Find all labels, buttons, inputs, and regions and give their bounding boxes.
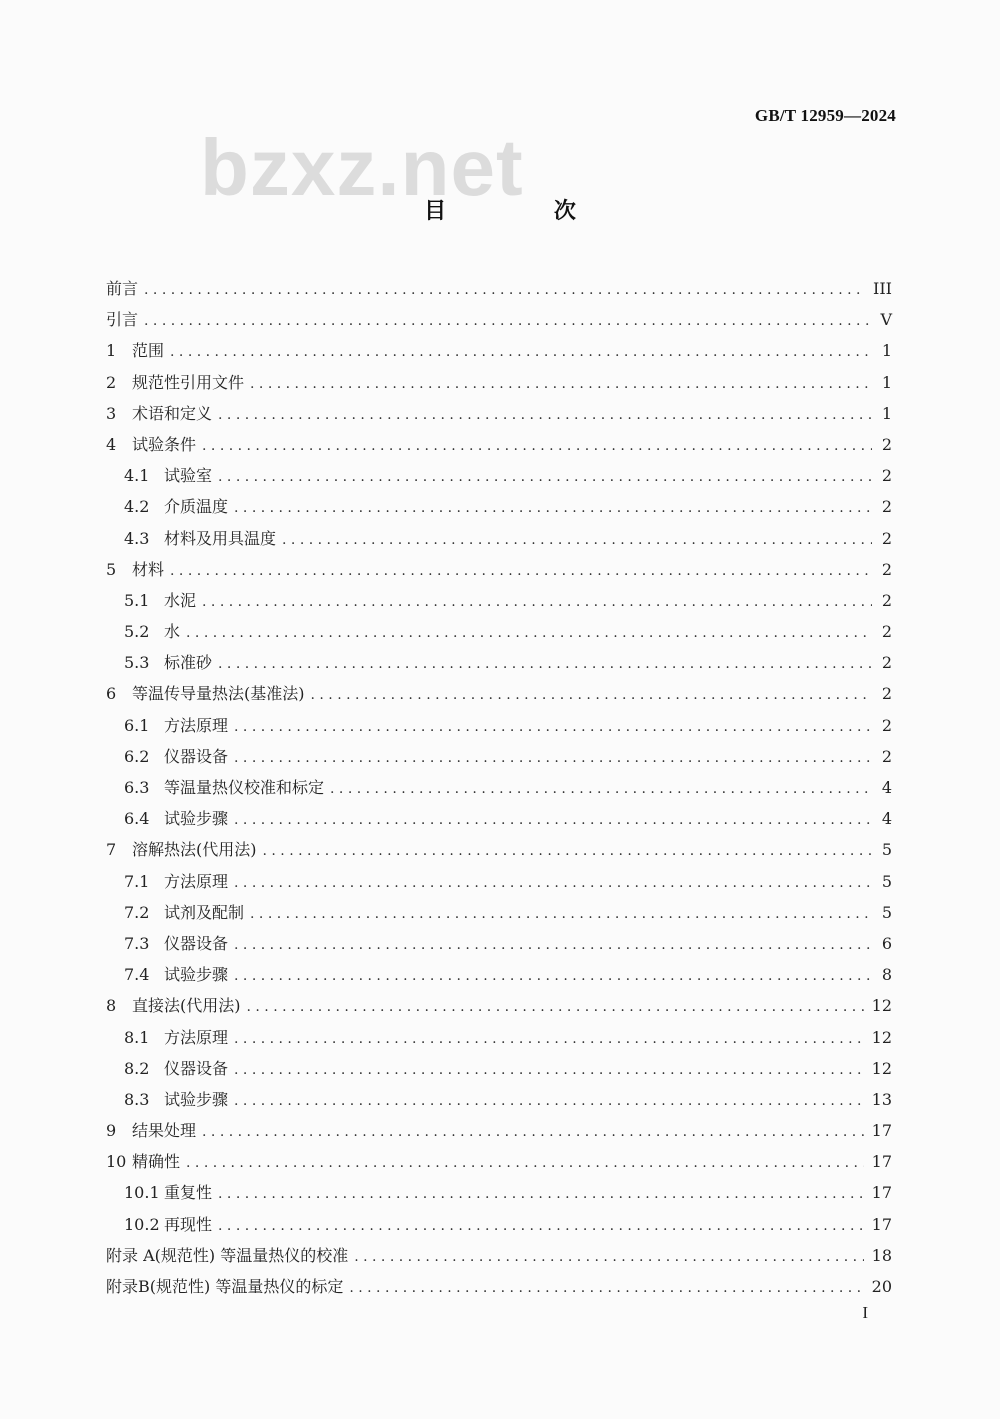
toc-leader-dots (234, 868, 872, 899)
toc-entry-label: 附录B(规范性) 等温量热仪的标定 (106, 1277, 344, 1296)
toc-entry[interactable] (106, 1022, 892, 1053)
toc-entry-label: 试验步骤 (164, 1089, 229, 1109)
toc-entry-number: 7.1 (124, 871, 150, 891)
toc-entry-number: 6.1 (124, 715, 150, 735)
toc-entry-number: 3 (106, 403, 117, 423)
toc-entry-page: 2 (881, 622, 892, 642)
toc-entry[interactable] (106, 1177, 892, 1208)
toc-leader-dots (311, 680, 873, 711)
toc-entry[interactable] (106, 460, 892, 491)
toc-entry-number: 2 (106, 372, 117, 392)
toc-entry-label: 直接法(代用法) (132, 996, 241, 1016)
toc-leader-dots (170, 337, 872, 368)
toc-entry[interactable] (106, 990, 892, 1021)
toc-entry[interactable] (106, 897, 892, 928)
toc-entry-label: 试验室 (164, 466, 213, 486)
toc-entry-label: 水泥 (164, 590, 197, 610)
toc-entry[interactable] (106, 554, 892, 585)
toc-entry[interactable] (106, 678, 892, 709)
toc-entry-page: 5 (881, 840, 892, 860)
toc-entry-number: 4.1 (124, 466, 150, 486)
toc-leader-dots (250, 369, 872, 400)
toc-entry[interactable] (106, 710, 892, 741)
toc-entry-number: 7 (106, 840, 117, 860)
toc-entry-number: 8 (106, 996, 117, 1016)
toc-leader-dots (250, 899, 872, 930)
toc-leader-dots (234, 805, 872, 836)
toc-entry-label: 精确性 (132, 1152, 181, 1172)
toc-entry-page: 17 (871, 1214, 892, 1234)
toc-entry-label: 方法原理 (164, 715, 229, 735)
toc-entry-label: 仪器设备 (164, 1058, 229, 1078)
toc-entry-number: 10.2 (124, 1214, 160, 1234)
toc-entry-page: 1 (881, 341, 892, 361)
toc-entry[interactable] (106, 585, 892, 616)
toc-entry-label: 规范性引用文件 (132, 372, 245, 392)
toc-leader-dots (170, 556, 872, 587)
toc-entry-page: 4 (881, 809, 892, 829)
toc-entry-label: 标准砂 (164, 653, 213, 673)
toc-leader-dots (218, 1211, 864, 1242)
toc-entry-label: 再现性 (164, 1214, 213, 1234)
toc-entry-number: 9 (106, 1121, 117, 1141)
toc-leader-dots (186, 618, 872, 649)
toc-entry[interactable] (106, 647, 892, 678)
toc-leader-dots (202, 587, 872, 618)
toc-entry-number: 6 (106, 684, 117, 704)
toc-entry-number: 6.4 (124, 809, 150, 829)
toc-entry-page: 5 (881, 871, 892, 891)
toc-entry[interactable] (106, 429, 892, 460)
toc-entry-number: 8.3 (124, 1089, 150, 1109)
toc-leader-dots (218, 400, 872, 431)
toc-entry-page: 1 (881, 403, 892, 423)
toc-leader-dots (234, 493, 872, 524)
toc-entry-page: 12 (871, 1027, 892, 1047)
toc-entry-number: 7.2 (124, 902, 150, 922)
toc-entry-number: 10.1 (124, 1183, 160, 1203)
toc-leader-dots (144, 306, 872, 337)
toc-entry-label: 等温传导量热法(基准法) (132, 684, 305, 704)
table-of-contents (106, 273, 892, 1302)
toc-entry-number: 10 (106, 1152, 127, 1172)
toc-leader-dots (234, 961, 872, 992)
toc-entry[interactable] (106, 834, 892, 865)
toc-entry-label: 等温量热仪校准和标定 (164, 778, 325, 797)
toc-entry-label: 材料 (132, 559, 165, 579)
toc-entry[interactable] (106, 367, 892, 398)
toc-entry-number: 6.2 (124, 746, 150, 766)
toc-leader-dots (234, 1024, 864, 1055)
toc-leader-dots (218, 462, 872, 493)
toc-entry[interactable] (106, 1084, 892, 1115)
toc-leader-dots (247, 992, 864, 1023)
toc-entry-number: 4.2 (124, 497, 150, 517)
toc-entry[interactable] (106, 959, 892, 990)
toc-entry-label: 仪器设备 (164, 933, 229, 953)
toc-entry-page: 12 (871, 996, 892, 1016)
toc-leader-dots (144, 275, 865, 306)
toc-entry-label: 重复性 (164, 1183, 213, 1203)
toc-leader-dots (202, 1117, 864, 1148)
toc-entry[interactable] (106, 772, 892, 803)
toc-entry-page: 17 (871, 1183, 892, 1203)
toc-entry[interactable] (106, 1115, 892, 1146)
toc-entry-label: 方法原理 (164, 1027, 229, 1047)
toc-entry-page: 2 (881, 746, 892, 766)
toc-entry-number: 8.1 (124, 1027, 150, 1047)
toc-entry-number: 5.2 (124, 622, 150, 642)
toc-leader-dots (218, 649, 872, 680)
toc-entry-page: 12 (871, 1058, 892, 1078)
toc-entry-number: 8.2 (124, 1058, 150, 1078)
toc-entry-number: 4 (106, 434, 117, 454)
toc-leader-dots (234, 743, 872, 774)
toc-entry-page: 2 (881, 559, 892, 579)
toc-entry-label: 介质温度 (164, 497, 229, 517)
toc-entry-page: 2 (881, 434, 892, 454)
toc-entry-page: 2 (881, 653, 892, 673)
toc-entry[interactable] (106, 1240, 892, 1271)
toc-leader-dots (234, 1055, 864, 1086)
toc-entry-page: 2 (881, 528, 892, 548)
toc-entry[interactable] (106, 928, 892, 959)
toc-leader-dots (234, 930, 872, 961)
toc-entry-page: 4 (881, 778, 892, 797)
toc-entry-label: 附录 A(规范性) 等温量热仪的校准 (106, 1245, 349, 1265)
toc-entry-label: 水 (164, 622, 181, 642)
toc-entry-label: 术语和定义 (132, 403, 213, 423)
toc-entry-page: 2 (881, 466, 892, 486)
toc-leader-dots (218, 1179, 864, 1210)
toc-entry-label: 试剂及配制 (164, 902, 245, 922)
toc-entry[interactable] (106, 1209, 892, 1240)
toc-entry-number: 1 (106, 341, 117, 361)
toc-entry-label: 试验步骤 (164, 809, 229, 829)
toc-entry-label: 前言 (106, 279, 139, 298)
toc-leader-dots (282, 525, 872, 556)
toc-entry-page: 2 (881, 497, 892, 517)
toc-entry[interactable] (106, 803, 892, 834)
toc-entry-page: III (873, 279, 892, 298)
toc-entry-page: 2 (881, 590, 892, 610)
standard-code: GB/T 12959—2024 (754, 106, 896, 125)
toc-entry-page: V (880, 310, 892, 330)
toc-entry-number: 6.3 (124, 778, 150, 797)
toc-entry[interactable] (106, 866, 892, 897)
toc-entry-page: 1 (881, 372, 892, 392)
toc-leader-dots (263, 836, 873, 867)
toc-entry[interactable] (106, 1146, 892, 1177)
toc-entry-number: 5 (106, 559, 117, 579)
toc-entry[interactable] (106, 304, 892, 335)
toc-entry-number: 7.4 (124, 965, 150, 985)
toc-entry-page: 13 (871, 1089, 892, 1109)
toc-leader-dots (186, 1148, 864, 1179)
toc-leader-dots (234, 1086, 864, 1117)
toc-entry-page: 8 (881, 965, 892, 985)
toc-entry[interactable] (106, 335, 892, 366)
toc-entry[interactable] (106, 273, 892, 304)
toc-entry[interactable] (106, 491, 892, 522)
toc-entry-page: 5 (881, 902, 892, 922)
toc-entry-page: 17 (871, 1152, 892, 1172)
toc-entry-label: 结果处理 (132, 1121, 197, 1141)
toc-leader-dots (349, 1273, 863, 1304)
toc-entry[interactable] (106, 1271, 892, 1302)
toc-leader-dots (234, 712, 872, 743)
toc-entry[interactable] (106, 523, 892, 554)
toc-entry-label: 方法原理 (164, 871, 229, 891)
toc-entry-label: 溶解热法(代用法) (132, 840, 257, 860)
toc-entry-page: 6 (881, 933, 892, 953)
toc-entry-page: 2 (881, 684, 892, 704)
toc-entry-label: 材料及用具温度 (164, 528, 277, 548)
toc-entry-label: 仪器设备 (164, 746, 229, 766)
watermark-text: bzxz.net (200, 123, 524, 212)
toc-entry[interactable] (106, 1053, 892, 1084)
toc-entry-number: 7.3 (124, 933, 150, 953)
toc-entry-label: 试验步骤 (164, 965, 229, 985)
toc-entry-number: 5.3 (124, 653, 150, 673)
toc-entry[interactable] (106, 741, 892, 772)
toc-leader-dots (202, 431, 872, 462)
toc-entry-label: 引言 (106, 310, 139, 330)
toc-leader-dots (354, 1242, 863, 1273)
toc-entry-label: 范围 (132, 341, 165, 361)
toc-title: 目 次 (424, 198, 626, 224)
toc-entry[interactable] (106, 398, 892, 429)
toc-entry-page: 17 (871, 1121, 892, 1141)
toc-entry-page: 2 (881, 715, 892, 735)
page-number: I (862, 1303, 868, 1322)
toc-entry-page: 20 (871, 1277, 892, 1296)
toc-leader-dots (330, 774, 872, 805)
toc-entry-page: 18 (871, 1245, 892, 1265)
toc-entry-number: 4.3 (124, 528, 150, 548)
toc-entry[interactable] (106, 616, 892, 647)
toc-entry-number: 5.1 (124, 590, 150, 610)
toc-entry-label: 试验条件 (132, 434, 197, 454)
